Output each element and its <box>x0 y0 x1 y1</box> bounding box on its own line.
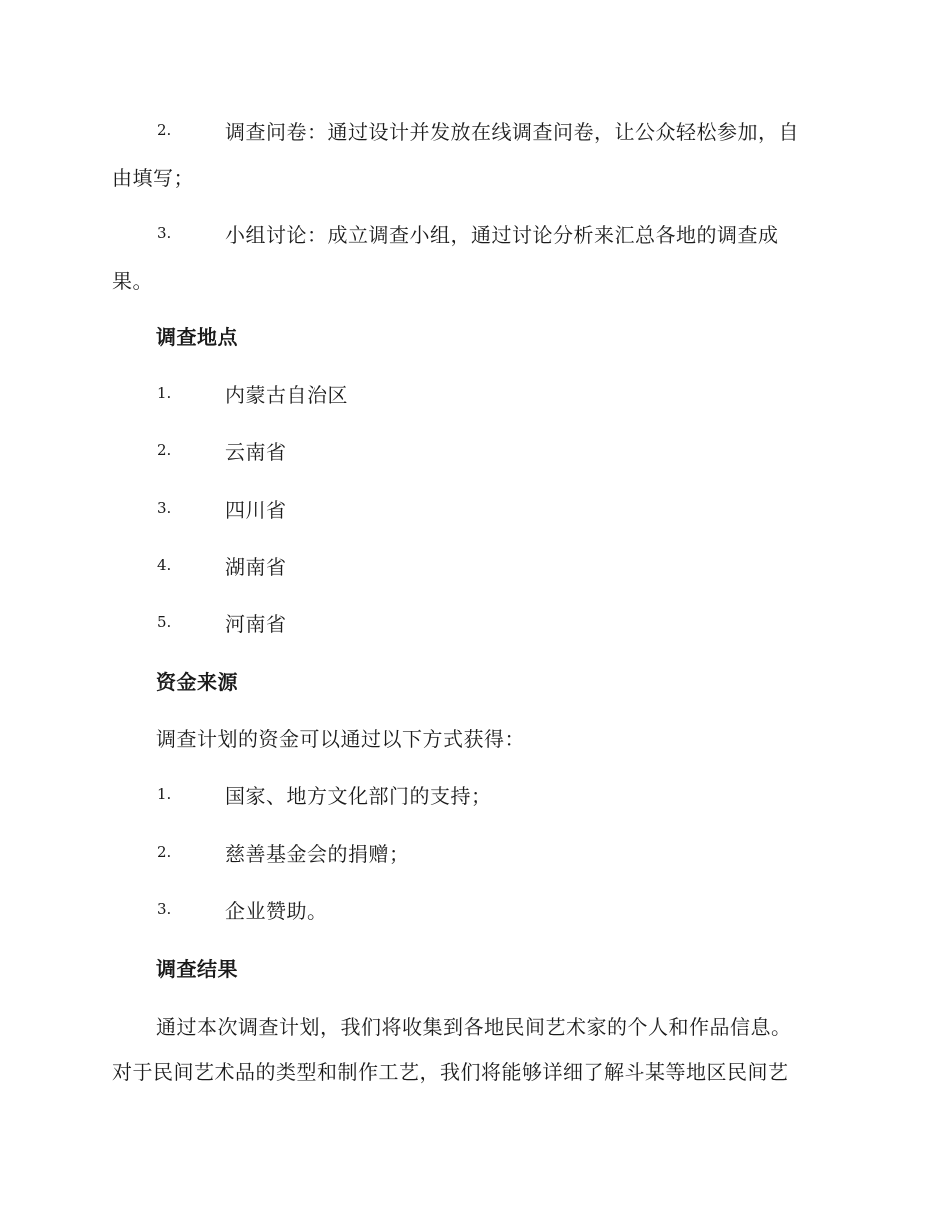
list-item-text-continued: 由填写； <box>112 166 194 190</box>
paragraph-continued: 对于民间艺术品的类型和制作工艺，我们将能够详细了解斗某等地区民间艺 <box>112 1060 789 1084</box>
list-number: 1. <box>157 785 172 803</box>
list-number: 2. <box>157 441 172 459</box>
list-number: 2. <box>157 121 172 139</box>
section-heading: 资金来源 <box>156 670 238 694</box>
list-number: 5. <box>157 613 172 631</box>
list-item-text: 四川省 <box>225 498 287 522</box>
list-item-text: 调查问卷：通过设计并发放在线调查问卷，让公众轻松参加，自 <box>225 120 799 144</box>
list-item-text: 慈善基金会的捐赠； <box>225 842 410 866</box>
list-number: 3. <box>157 900 172 918</box>
list-item-text: 小组讨论：成立调查小组，通过讨论分析来汇总各地的调查成 <box>225 223 779 247</box>
list-number: 3. <box>157 224 172 242</box>
list-item-text: 内蒙古自治区 <box>225 383 348 407</box>
list-item-text: 企业赞助。 <box>225 899 328 923</box>
list-item-text: 国家、地方文化部门的支持； <box>225 784 492 808</box>
section-heading: 调查地点 <box>156 325 238 349</box>
list-item-text-continued: 果。 <box>112 269 153 293</box>
section-heading: 调查结果 <box>156 957 238 981</box>
list-number: 2. <box>157 843 172 861</box>
list-item-text: 河南省 <box>225 612 287 636</box>
paragraph: 通过本次调查计划，我们将收集到各地民间艺术家的个人和作品信息。 <box>156 1015 792 1039</box>
paragraph: 调查计划的资金可以通过以下方式获得： <box>156 727 525 751</box>
list-item-text: 湖南省 <box>225 555 287 579</box>
list-number: 1. <box>157 384 172 402</box>
list-number: 4. <box>157 556 172 574</box>
list-number: 3. <box>157 499 172 517</box>
list-item-text: 云南省 <box>225 440 287 464</box>
